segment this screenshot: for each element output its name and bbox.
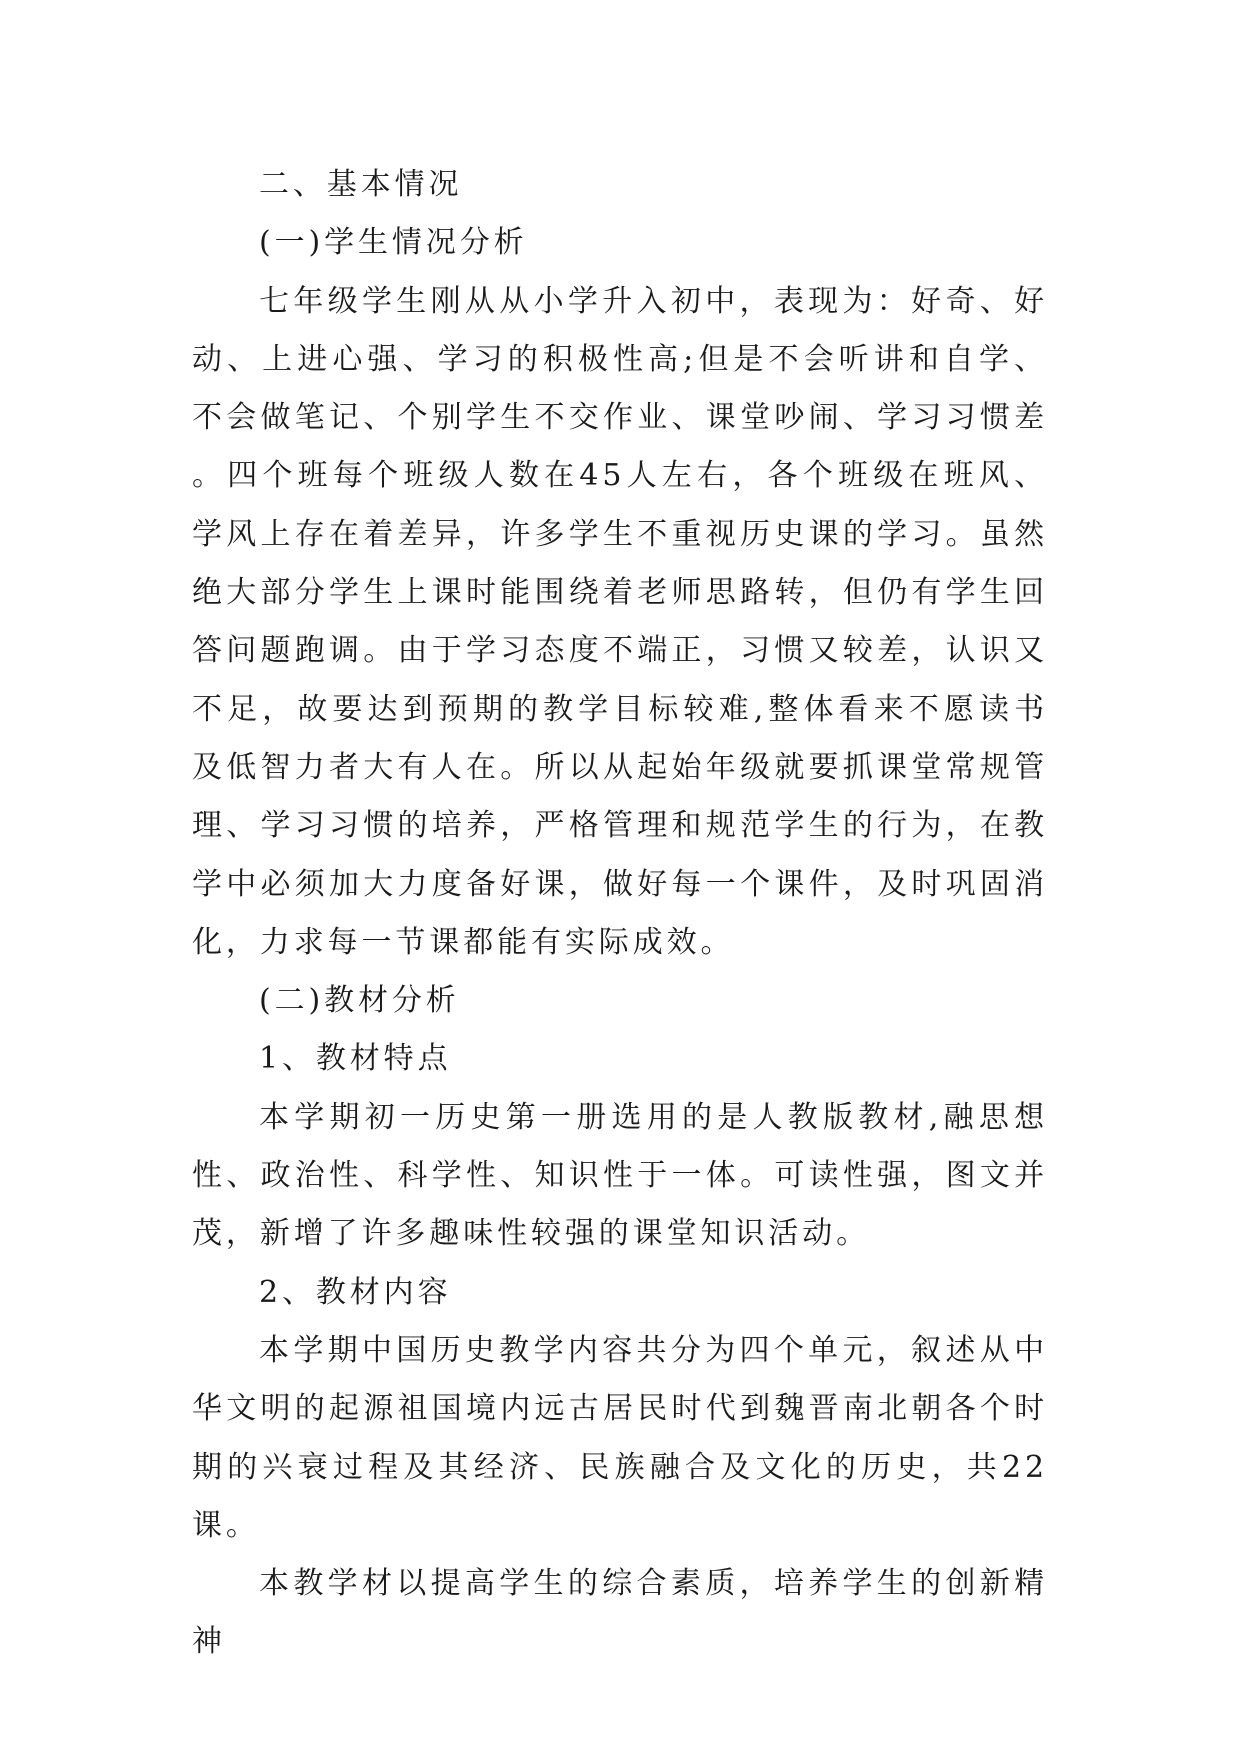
paragraph-textbook-content: 本学期中国历史教学内容共分为四个单元，叙述从中华文明的起源祖国境内远古居民时代到魏晋南北朝各个时期的兴衰过程及其经济、民族融合及文化的历史，共22课。 — [192, 1332, 1048, 1543]
item-heading-textbook-features: 1、教材特点 — [259, 1041, 452, 1077]
document-body — [192, 156, 1048, 1672]
item-heading-textbook-content: 2、教材内容 — [259, 1274, 452, 1310]
section-heading: 二、基本情况 — [259, 167, 463, 202]
paragraph-textbook-features: 本学期初一历史第一册选用的是人教版教材,融思想性、政治性、科学性、知识性于一体。可读性强，图文并茂，新增了许多趣味性较强的课堂知识活动。 — [192, 1099, 1048, 1252]
paragraph-student-analysis: 七年级学生刚从从小学升入初中，表现为：好奇、好动、上进心强、学习的积极性高;但是不会听讲和自学、不会做笔记、个别学生不交作业、课堂吵闹、学习习惯差。四个班每个班级人数在45人左右，各个班级在班风、学风上存在着差异，许多学生不重视历史课的学习。虽然绝大部分学生上课时能围绕着老师思路转，但仍有学生回答问题跑调。由于学习态度不端正，习惯又较差，认识又不足，故要达到预期的教学目标较难,整体看来不愿读书及低智力者大有人在。所以从起始年级就要抓课堂常规管理、学习习惯的培养，严格管理和规范学生的行为，在教学中必须加大力度备好课，做好每一个课件，及时巩固消化，力求每一节课都能有实际成效。 — [192, 283, 1048, 960]
subsection-heading-student-analysis: (一)学生情况分析 — [259, 225, 528, 261]
subsection-heading-textbook-analysis: (二)教材分析 — [259, 983, 460, 1019]
paragraph-teaching-goal: 本教学材以提高学生的综合素质，培养学生的创新精神 — [192, 1566, 1048, 1660]
